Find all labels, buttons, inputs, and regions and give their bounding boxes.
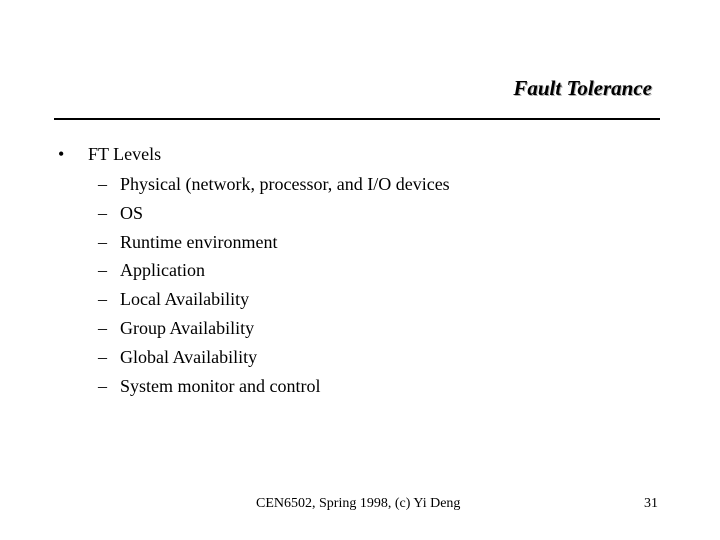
sub-bullet-item xyxy=(98,202,450,231)
slide-title: Fault Tolerance xyxy=(513,76,652,100)
dash-marker: – xyxy=(98,375,107,396)
dash-marker: – xyxy=(98,346,107,367)
sub-bullet-text: Global Availability xyxy=(120,346,258,367)
sub-bullet-text: Local Availability xyxy=(120,289,250,310)
sub-bullet-item xyxy=(98,259,450,288)
sub-bullet-text: Application xyxy=(120,260,205,281)
sub-bullet-text: Runtime environment xyxy=(120,231,278,252)
bullet-item-ft-levels xyxy=(58,144,161,165)
sub-bullet-list xyxy=(98,173,450,403)
sub-bullet-text: System monitor and control xyxy=(120,375,321,396)
sub-bullet-item xyxy=(98,288,450,317)
dash-marker: – xyxy=(98,231,107,252)
sub-bullet-text: Group Availability xyxy=(120,317,255,338)
sub-bullet-text: Physical (network, processor, and I/O devices xyxy=(120,174,450,194)
title-divider xyxy=(54,118,660,120)
sub-bullet-item xyxy=(98,173,450,202)
sub-bullet-item xyxy=(98,317,450,346)
dash-marker: – xyxy=(98,260,107,281)
page-number: 31 xyxy=(644,496,658,511)
sub-bullet-item xyxy=(98,346,450,375)
slide-footer: CEN6502, Spring 1998, (c) Yi Deng xyxy=(256,496,461,511)
sub-bullet-item xyxy=(98,231,450,260)
sub-bullet-text: OS xyxy=(120,202,144,223)
dash-marker: – xyxy=(98,317,107,338)
sub-bullet-item xyxy=(98,375,450,404)
bullet-marker: • xyxy=(58,144,65,164)
dash-marker: – xyxy=(98,202,107,223)
dash-marker: – xyxy=(98,174,107,194)
bullet-text: FT Levels xyxy=(88,144,162,164)
dash-marker: – xyxy=(98,289,107,310)
